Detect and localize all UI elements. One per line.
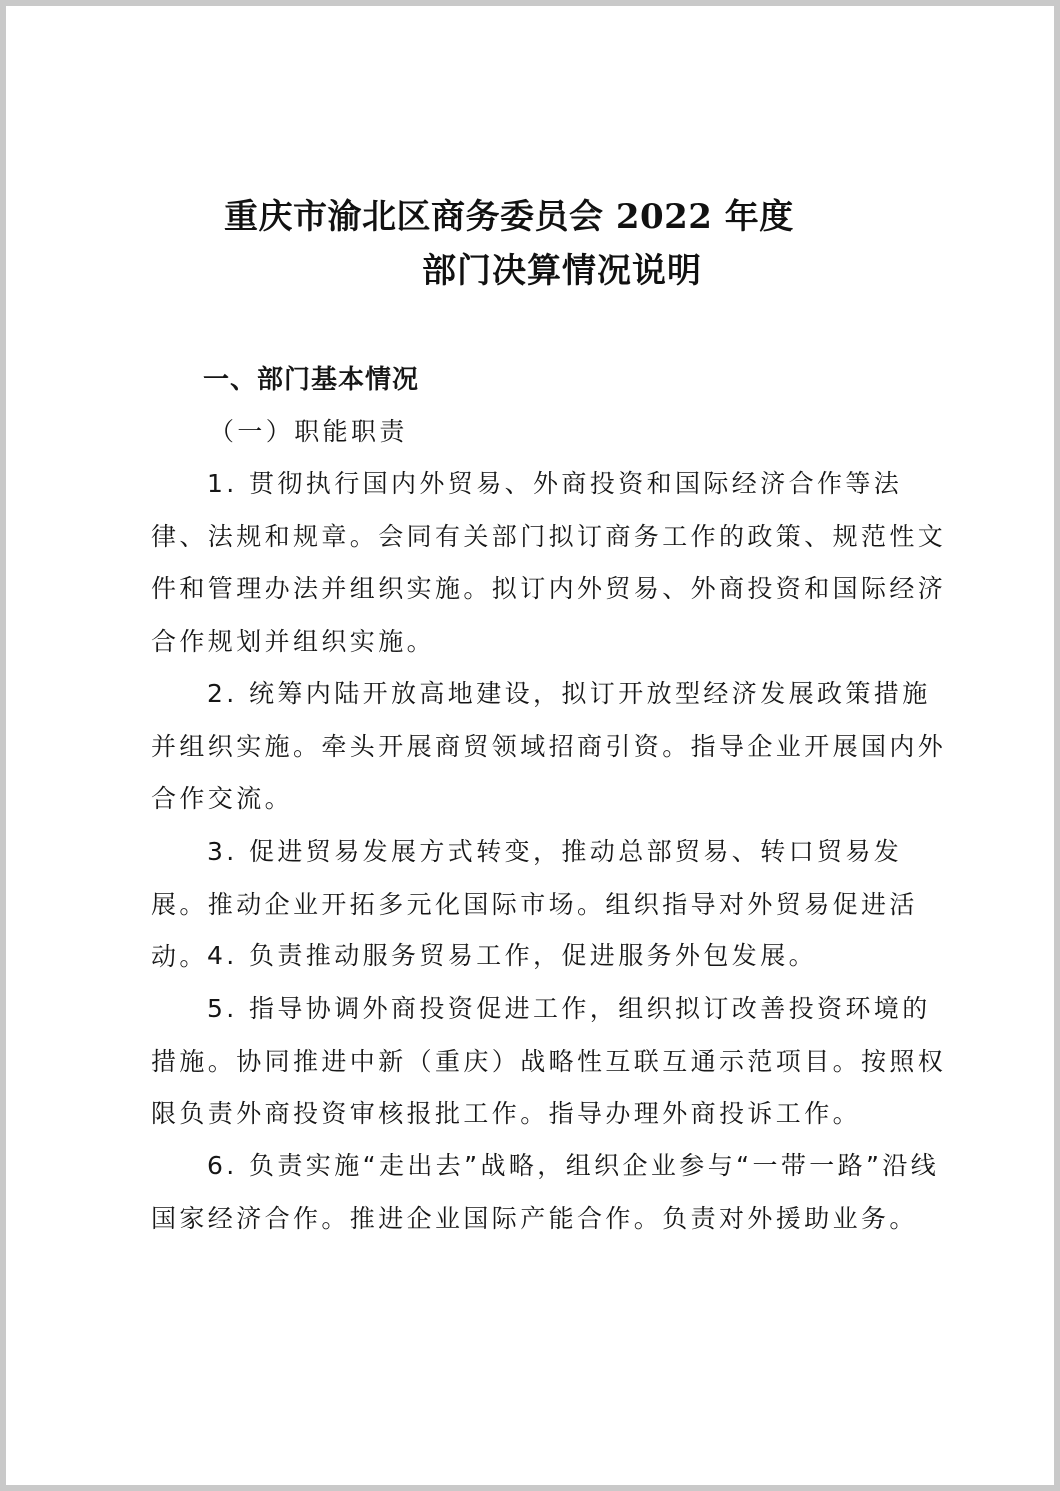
document-page [6,6,1054,1485]
paragraph-5: 5. 指导协调外商投资促进工作，组织拟订改善投资环境的措施。协同推进中新（重庆）战略性互联互通示范项目。按照权限负责外商投资审核报批工作。指导办理外商投诉工作。 [151,994,947,1128]
paragraph-1: 1. 贯彻执行国内外贸易、外商投资和国际经济合作等法律、法规和规章。会同有关部门拟订商务工作的政策、规范性文件和管理办法并组织实施。拟订内外贸易、外商投资和国际经济合作规划并组织实施。 [151,469,947,656]
title-line-1: 重庆市渝北区商务委员会 2022 年度 [224,197,794,237]
paragraph-4: 4. 负责推动服务贸易工作，促进服务外包发展。 [207,941,818,970]
paragraph-3: 3. 促进贸易发展方式转变，推动总部贸易、转口贸易发展。推动企业开拓多元化国际市场。组织指导对外贸易促进活动。 [151,837,918,971]
paragraph-2: 2. 统筹内陆开放高地建设，拟订开放型经济发展政策措施并组织实施。牵头开展商贸领域招商引资。指导企业开展国内外合作交流。 [151,679,947,813]
section-heading: 一、部门基本情况 [203,365,420,395]
paragraph-6: 6. 负责实施“走出去”战略，组织企业参与“一带一路”沿线国家经济合作。推进企业国际产能合作。负责对外援助业务。 [151,1151,940,1233]
sub-heading: （一）职能职责 [209,417,408,446]
title-line-2: 部门决算情况说明 [422,251,702,291]
